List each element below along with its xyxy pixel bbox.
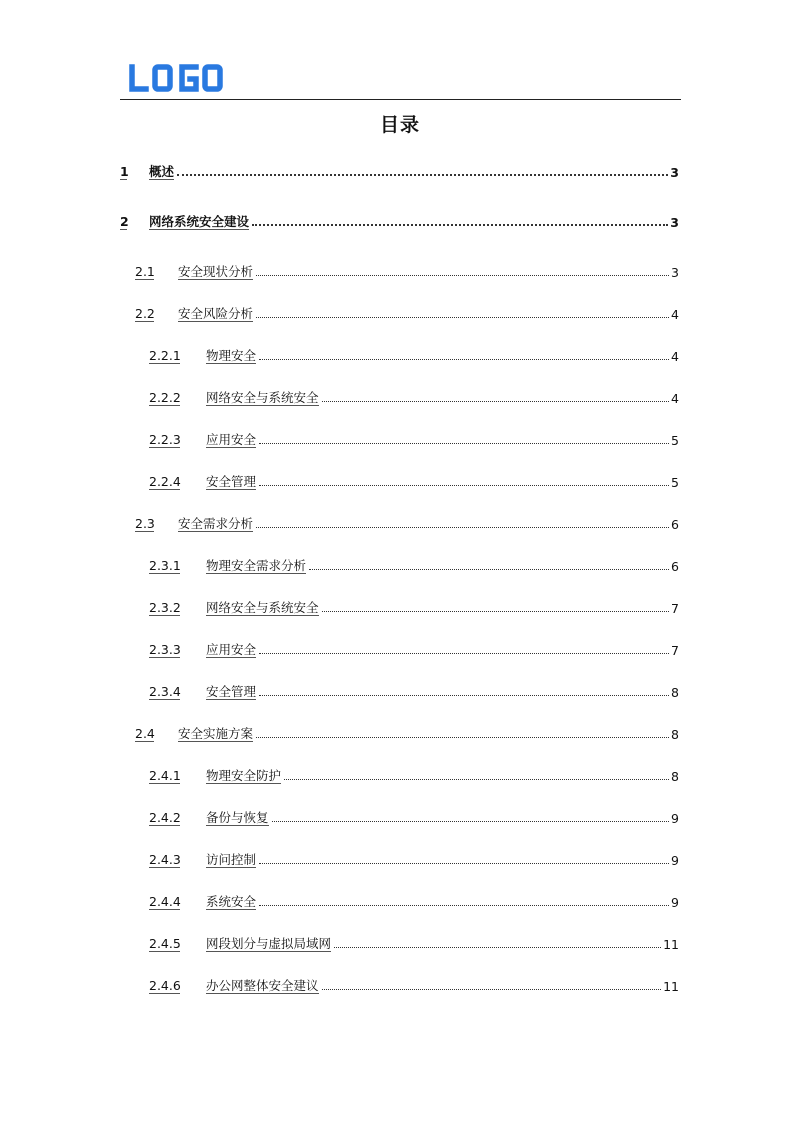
toc-entry[interactable] bbox=[135, 304, 679, 322]
toc-entry-label: 网段划分与虚拟局域网 bbox=[206, 936, 332, 951]
toc-entry-label: 应用安全 bbox=[206, 432, 257, 447]
toc-entry-page: 11 bbox=[663, 937, 679, 952]
toc-entry-page: 5 bbox=[671, 475, 679, 490]
toc-entry-label: 物理安全 bbox=[206, 348, 257, 363]
toc-entry[interactable] bbox=[149, 430, 679, 448]
toc-dot-leader bbox=[252, 224, 668, 226]
toc-entry[interactable] bbox=[135, 514, 679, 532]
toc-entry-label: 网络安全与系统安全 bbox=[206, 390, 319, 405]
toc-entry-number: 2 bbox=[120, 214, 129, 229]
toc-dot-leader bbox=[177, 174, 668, 176]
toc-dot-leader bbox=[259, 695, 669, 696]
toc-entry[interactable] bbox=[149, 850, 679, 868]
toc-entry-label: 网络系统安全建设 bbox=[149, 214, 250, 229]
toc-entry-page: 7 bbox=[671, 643, 679, 658]
toc-entry-label: 应用安全 bbox=[206, 642, 257, 657]
toc-entry-page: 9 bbox=[671, 811, 679, 826]
toc-entry[interactable] bbox=[120, 212, 679, 230]
toc-entry-number: 2.2.1 bbox=[149, 348, 181, 363]
toc-entry[interactable] bbox=[149, 808, 679, 826]
toc-entry[interactable] bbox=[120, 162, 679, 180]
toc-entry-number: 2.2.4 bbox=[149, 474, 181, 489]
toc-entry-number: 2.4.2 bbox=[149, 810, 181, 825]
toc-dot-leader bbox=[334, 947, 661, 948]
toc-entry-label: 安全风险分析 bbox=[178, 306, 254, 321]
toc-entry-label: 安全管理 bbox=[206, 474, 257, 489]
toc-entry[interactable] bbox=[149, 682, 679, 700]
toc-dot-leader bbox=[259, 485, 669, 486]
toc-entry-page: 3 bbox=[670, 165, 679, 180]
toc-dot-leader bbox=[256, 317, 669, 318]
toc-entry[interactable] bbox=[149, 934, 679, 952]
toc-entry[interactable] bbox=[149, 892, 679, 910]
toc-entry-page: 4 bbox=[671, 307, 679, 322]
toc-entry-page: 7 bbox=[671, 601, 679, 616]
toc-entry[interactable] bbox=[149, 598, 679, 616]
toc-entry-page: 9 bbox=[671, 895, 679, 910]
toc-dot-leader bbox=[322, 611, 670, 612]
toc-entry-label: 访问控制 bbox=[206, 852, 257, 867]
toc-entry-number: 2.4 bbox=[135, 726, 155, 741]
toc-entry-number: 2.3.4 bbox=[149, 684, 181, 699]
toc-entry-page: 6 bbox=[671, 559, 679, 574]
toc-entry[interactable] bbox=[149, 556, 679, 574]
toc-entry-page: 6 bbox=[671, 517, 679, 532]
toc-entry-page: 9 bbox=[671, 853, 679, 868]
toc-dot-leader bbox=[272, 821, 670, 822]
toc-dot-leader bbox=[259, 653, 669, 654]
toc-entry-label: 概述 bbox=[149, 164, 175, 179]
toc-dot-leader bbox=[322, 401, 670, 402]
toc-entry-label: 物理安全防护 bbox=[206, 768, 282, 783]
toc-entry-page: 4 bbox=[671, 391, 679, 406]
toc-entry[interactable] bbox=[149, 640, 679, 658]
toc-entry-number: 2.2.3 bbox=[149, 432, 181, 447]
toc-dot-leader bbox=[256, 737, 669, 738]
toc-entry-number: 2.2 bbox=[135, 306, 155, 321]
toc-entry-page: 8 bbox=[671, 727, 679, 742]
toc-dot-leader bbox=[309, 569, 669, 570]
toc-entry-number: 2.1 bbox=[135, 264, 155, 279]
toc-dot-leader bbox=[322, 989, 662, 990]
toc-dot-leader bbox=[259, 863, 669, 864]
toc-entry-number: 2.4.1 bbox=[149, 768, 181, 783]
toc-entry[interactable] bbox=[149, 346, 679, 364]
toc-dot-leader bbox=[259, 443, 669, 444]
toc-entry-number: 2.4.5 bbox=[149, 936, 181, 951]
toc-entry-label: 网络安全与系统安全 bbox=[206, 600, 319, 615]
toc-entry-number: 2.4.6 bbox=[149, 978, 181, 993]
toc-entry-page: 8 bbox=[671, 685, 679, 700]
toc-dot-leader bbox=[256, 275, 669, 276]
toc-entry[interactable] bbox=[149, 766, 679, 784]
toc-entry-label: 备份与恢复 bbox=[206, 810, 269, 825]
toc-dot-leader bbox=[284, 779, 669, 780]
toc-entry-label: 安全管理 bbox=[206, 684, 257, 699]
toc-entry-number: 2.3.2 bbox=[149, 600, 181, 615]
toc-dot-leader bbox=[259, 905, 669, 906]
toc-entry[interactable] bbox=[135, 262, 679, 280]
toc-entry-page: 8 bbox=[671, 769, 679, 784]
toc-entry-number: 2.4.3 bbox=[149, 852, 181, 867]
toc-entry-label: 物理安全需求分析 bbox=[206, 558, 307, 573]
toc-entry-number: 2.4.4 bbox=[149, 894, 181, 909]
toc-entry-number: 2.3.1 bbox=[149, 558, 181, 573]
toc-entry[interactable] bbox=[135, 724, 679, 742]
toc-entry-label: 安全现状分析 bbox=[178, 264, 254, 279]
toc-dot-leader bbox=[259, 359, 669, 360]
toc-entry-page: 3 bbox=[671, 265, 679, 280]
toc-title: 目录 bbox=[379, 114, 420, 136]
toc-dot-leader bbox=[256, 527, 669, 528]
toc-entry-label: 系统安全 bbox=[206, 894, 257, 909]
toc-entry-label: 安全需求分析 bbox=[178, 516, 254, 531]
toc-entry-page: 3 bbox=[670, 215, 679, 230]
toc-entry-page: 5 bbox=[671, 433, 679, 448]
toc-entry-page: 4 bbox=[671, 349, 679, 364]
toc-entry-number: 2.3.3 bbox=[149, 642, 181, 657]
toc-entry-number: 2.2.2 bbox=[149, 390, 181, 405]
toc-entry-page: 11 bbox=[663, 979, 679, 994]
toc-entry-label: 办公网整体安全建议 bbox=[206, 978, 319, 993]
toc-entry[interactable] bbox=[149, 976, 679, 994]
toc-entry-number: 2.3 bbox=[135, 516, 155, 531]
toc-entry-label: 安全实施方案 bbox=[178, 726, 254, 741]
toc-entry-number: 1 bbox=[120, 164, 129, 179]
toc-entry[interactable] bbox=[149, 388, 679, 406]
toc-entry[interactable] bbox=[149, 472, 679, 490]
